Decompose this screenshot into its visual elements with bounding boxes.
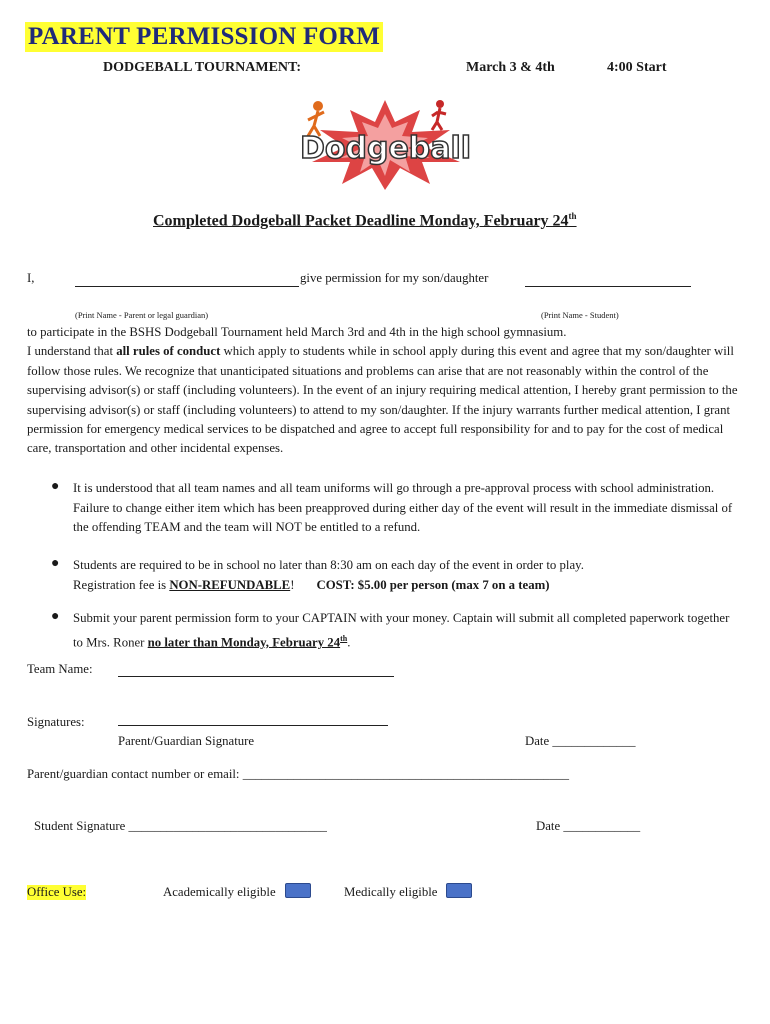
parent-name-line[interactable]: [75, 286, 299, 287]
logo-text: Dodgeball: [300, 131, 472, 166]
school-attendance: Students are required to be in school no later than 8:30 am on each day of the event in order to play.: [73, 558, 584, 572]
submit-text: Submit your parent permission form to your CAPTAIN with your money. Captain will submit all completed paperwork together to Mrs. Roner: [73, 611, 730, 649]
student-name-caption: (Print Name - Student): [541, 310, 619, 320]
team-name-label: Team Name:: [27, 662, 93, 676]
event-start-time: 4:00 Start: [607, 60, 667, 75]
medically-eligible-checkbox[interactable]: [446, 883, 472, 898]
form-title: PARENT PERMISSION FORM: [25, 22, 383, 52]
parent-signature-line[interactable]: [118, 725, 388, 726]
contact-field[interactable]: Parent/guardian contact number or email: ___________________________________________________: [27, 767, 570, 781]
parent-name-caption: (Print Name - Parent or legal guardian): [75, 310, 209, 320]
event-name: DODGEBALL TOURNAMENT:: [103, 60, 301, 75]
bullet-1-marker: ●: [51, 479, 60, 494]
dodgeball-logo-icon: [290, 92, 480, 192]
consent-text-a: I understand that: [27, 344, 117, 359]
team-name-line[interactable]: [118, 676, 394, 677]
bullet-3-marker: ●: [51, 609, 60, 624]
academically-eligible-checkbox[interactable]: [285, 883, 311, 898]
bullet-2-text: [73, 556, 733, 595]
deadline-text: Completed Dodgeball Packet Deadline Monday, February 24: [153, 212, 569, 230]
office-use-label: Office Use:: [27, 885, 87, 899]
consent-paragraph: [27, 323, 745, 459]
cost-text: COST: $5.00 per person (max 7 on a team): [316, 577, 550, 592]
rules-of-conduct: all rules of conduct: [116, 344, 221, 359]
signatures-label: Signatures:: [27, 715, 85, 729]
parent-signature-caption: Parent/Guardian Signature: [118, 734, 255, 748]
submit-end: .: [347, 634, 351, 649]
academically-eligible-label: Academically eligible: [163, 885, 276, 899]
fee-non-refundable: NON-REFUNDABLE: [169, 577, 291, 592]
fee-end: !: [290, 577, 295, 592]
packet-deadline: [153, 211, 577, 230]
bullet-2-marker: ●: [51, 556, 60, 571]
submit-deadline-sup: th: [340, 633, 348, 643]
student-signature-field[interactable]: Student Signature _______________________________: [34, 819, 327, 833]
deadline-sup: th: [568, 211, 577, 221]
parent-signature-date[interactable]: Date _____________: [525, 734, 636, 748]
medically-eligible-label: Medically eligible: [344, 885, 438, 899]
consent-line-1: to participate in the BSHS Dodgeball Tournament held March 3rd and 4th in the high school gymnasium.: [27, 325, 567, 339]
bullet-1-text: It is understood that all team names and all team uniforms will go through a pre-approval process with school administration. Failure to change either item which has been preapproved during either day of the event will result in the immediate dismissal of the offending TEAM and the team will NOT be entitled to a refund.: [73, 481, 733, 535]
event-dates: March 3 & 4th: [466, 60, 555, 75]
fee-label: Registration fee is: [73, 577, 170, 592]
consent-text-c: which apply to students while in school apply during this event and agree that my son/daughter will follow those rules. We recognize that unanticipated situations and problems can arise that are not reasonably within the control of the supervising advisor(s) or staff (including volunteers). In the event of an injury requiring medical attention, I hereby grant permission to the supervising advisor(s) or staff (including volunteers) to attend to my son/daughter. If the injury warrants further medical attention, I grant permission for emergency medical services to be dispatched and agree to accept full responsibility for and to pay for the cost of medical care, transportation and other incidental expenses.: [27, 344, 738, 456]
bullet-3-text: [73, 609, 733, 652]
student-name-line[interactable]: [525, 286, 691, 287]
give-permission-text: give permission for my son/daughter: [300, 271, 489, 285]
fee-line: [73, 576, 733, 596]
consent-body: [27, 342, 745, 458]
submit-deadline: no later than Monday, February 24: [147, 634, 341, 649]
student-signature-date[interactable]: Date ____________: [536, 819, 641, 833]
i-label: I,: [27, 271, 35, 285]
